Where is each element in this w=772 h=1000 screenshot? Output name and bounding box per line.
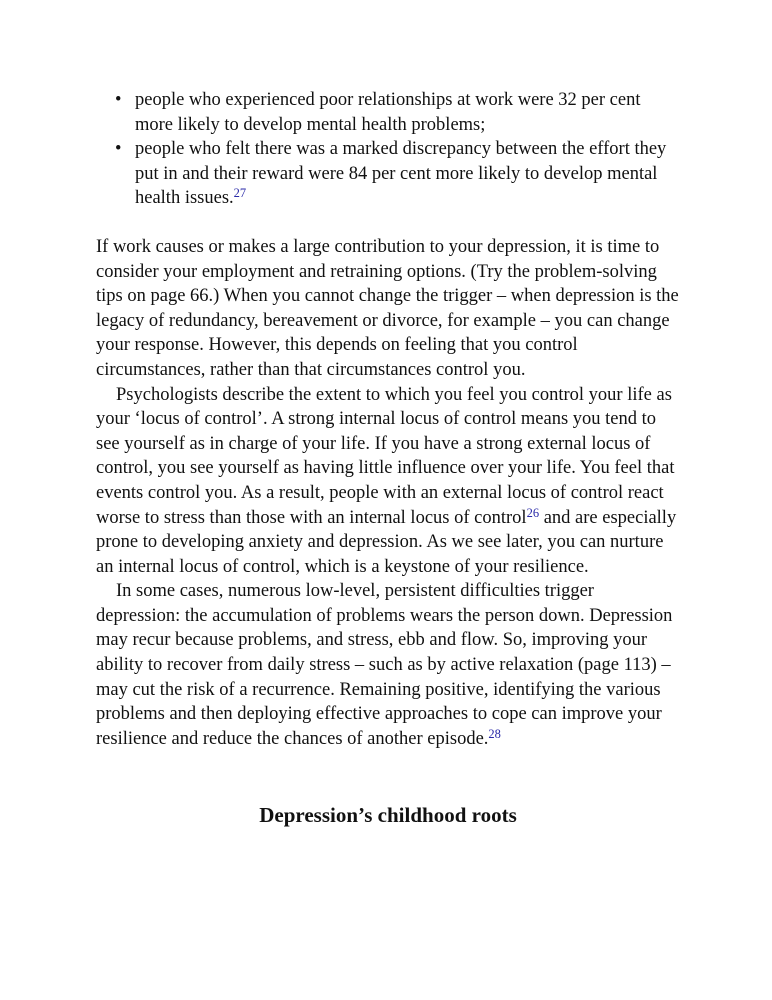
paragraph-text: and are especially prone to developing anxiety and depression. As we see later, you can nurture an internal locus of control, which is a keystone of your resilience. [96, 507, 677, 577]
paragraph-low-level-difficulties [96, 579, 680, 751]
bullet-list [96, 88, 680, 211]
bullet-text: people who felt there was a marked discrepancy between the effort they put in and their reward were 84 per cent more likely to develop mental health issues. [135, 139, 667, 209]
footnote-ref-28[interactable]: 28 [488, 726, 501, 741]
footnote-ref-27[interactable]: 27 [233, 186, 247, 201]
list-item [96, 137, 680, 211]
bullet-icon: • [115, 90, 122, 110]
list-item [96, 88, 680, 137]
section-heading: Depression’s childhood roots [259, 803, 517, 828]
bullet-text: people who experienced poor relationships at work were 32 per cent more likely to develop mental health problems; [135, 90, 641, 135]
footnote-ref-26[interactable]: 26 [526, 505, 540, 520]
paragraph-text: In some cases, numerous low-level, persistent difficulties trigger depression: the accumulation of problems wears the person down. Depression may recur because problems, and stress, ebb and flow. So, improving your ability to recover from daily stress – such as by active relaxation (page 113) – may cut the risk of a recurrence. Remaining positive, identifying the various problems and then deploying effective approaches to cope can improve your resilience and reduce the chances of another episode. [96, 581, 673, 749]
document-page [96, 88, 680, 829]
bullet-icon: • [115, 139, 122, 160]
paragraph-text: Psychologists describe the extent to which you feel you control your life as your ‘locus of control’. A strong internal locus of control means you tend to see yourself as in charge of your life. If you have a strong external locus of control, you see yourself as having little influence over your life. You feel that events control you. As a result, people with an external locus of control react worse to stress than those with an internal locus of control [96, 384, 675, 528]
paragraph-locus-of-control [96, 383, 680, 580]
paragraph-work-trigger: If work causes or makes a large contribution to your depression, it is time to consider your employment and retraining options. (Try the problem-solving tips on page 66.) When you cannot change the trigger – when depression is the legacy of redundancy, bereavement or divorce, for example – you can change your response. However, this depends on feeling that you control circumstances, rather than that circumstances control you. [96, 236, 679, 380]
